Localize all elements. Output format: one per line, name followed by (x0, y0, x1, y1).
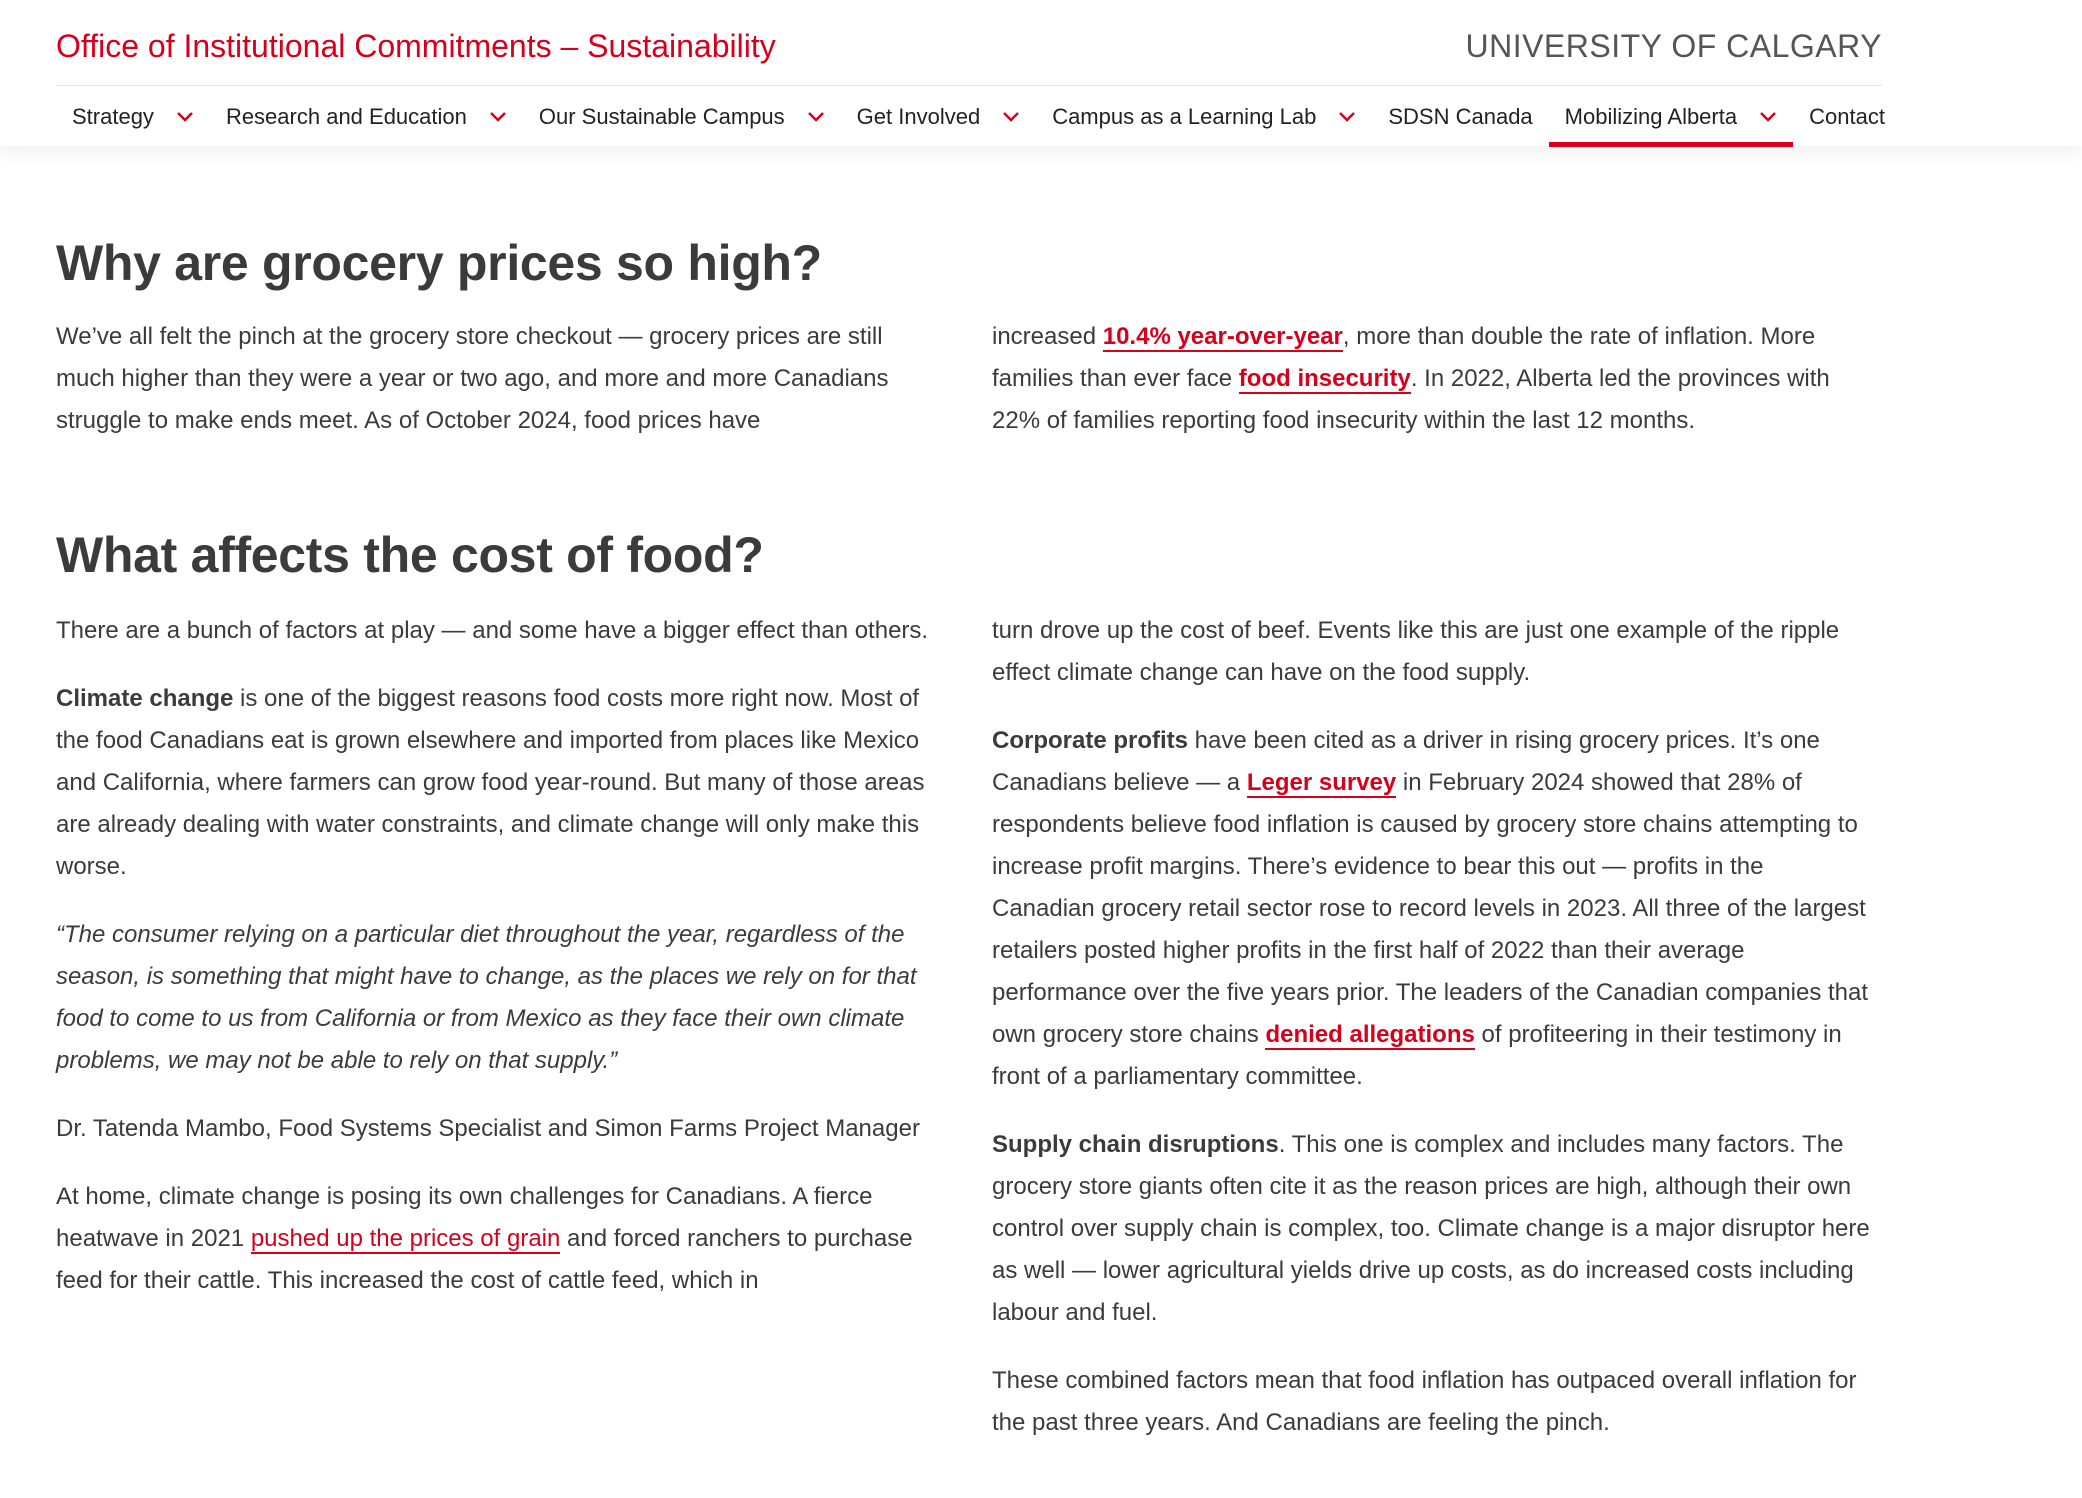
left-column (56, 316, 936, 442)
text: , more than double the rate of inflation. More families than ever face (992, 323, 1816, 392)
chevron-down-icon[interactable] (1002, 111, 1020, 123)
paragraph (56, 678, 936, 888)
nav-item-contact[interactable] (1793, 86, 1901, 147)
link-leger-survey[interactable]: Leger survey (1246, 769, 1397, 796)
nav-item-campus-as-a-learning-lab[interactable] (1036, 86, 1372, 147)
left-column (56, 610, 936, 1470)
nav-item-strategy[interactable] (56, 86, 210, 147)
nav-item-our-sustainable-campus[interactable] (523, 86, 841, 147)
chevron-down-icon[interactable] (1759, 111, 1777, 123)
text: is one of the biggest reasons food costs more right now. Most of the food Canadians eat is grown elsewhere and imported from places like Mexico and California, where farmers can grow food year-round. But many of those areas are already dealing with water constraints, and climate change will only make this worse. (56, 685, 925, 880)
paragraph: We’ve all felt the pinch at the grocery store checkout — grocery prices are still much higher than they were a year or two ago, and more and more Canadians struggle to make ends meet. As of October 2024, food prices have (56, 323, 889, 434)
text: . This one is complex and includes many factors. The grocery store giants often cite it as the reason prices are high, although their own control over supply chain is complex, too. Climate change is a major disruptor here as well — lower agricultural yields drive up costs, as do increased costs including labour and fuel. (992, 1131, 1870, 1326)
nav-item-get-involved[interactable] (841, 86, 1037, 147)
text: in February 2024 showed that 28% of respondents believe food inflation is caused by grocery store chains attempting to increase profit margins. There’s evidence to bear this out — profits in the Canadian grocery retail sector rose to record levels in 2023. All three of the largest retailers posted higher profits in the first half of 2022 than their average performance over the five years prior. The leaders of the Canadian companies that own grocery store chains (992, 769, 1869, 1048)
section-heading: What affects the cost of food? (56, 527, 764, 583)
paragraph: There are a bunch of factors at play — and some have a bigger effect than others. (56, 617, 929, 644)
nav-item-label: Get Involved (856, 103, 981, 129)
link-denied-allegations[interactable]: denied allegations (1265, 1021, 1475, 1048)
bold-lead: Corporate profits (992, 727, 1189, 754)
nav-item-label: Our Sustainable Campus (538, 103, 785, 129)
text: have been cited as a driver in rising grocery prices. It’s one Canadians believe — a (992, 727, 1820, 796)
bold-lead: Supply chain disruptions (992, 1131, 1279, 1158)
university-logo[interactable]: UNIVERSITY OF CALGARY (1465, 28, 1882, 64)
paragraph: These combined factors mean that food inflation has outpaced overall inflation for the past three years. And Canadians are feeling the pinch. (992, 1367, 1857, 1436)
paragraph (992, 720, 1872, 1098)
nav-item-label: SDSN Canada (1388, 103, 1533, 129)
nav-item-label: Mobilizing Alberta (1564, 103, 1738, 129)
nav-item-label: Research and Education (225, 103, 467, 129)
chevron-down-icon[interactable] (489, 111, 507, 123)
paragraph: turn drove up the cost of beef. Events like this are just one example of the ripple effect climate change can have on the food supply. (992, 617, 1840, 686)
quote (56, 914, 936, 1082)
two-column-text (56, 610, 1882, 1470)
link-year-over-year[interactable]: 10.4% year-over-year (1102, 323, 1343, 350)
text: and forced ranchers to purchase feed for their cattle. This increased the cost of cattle feed, which in (56, 1225, 913, 1294)
nav-item-label: Strategy (72, 103, 154, 129)
paragraph (992, 1124, 1872, 1334)
right-column (992, 316, 1872, 442)
chevron-down-icon[interactable] (176, 111, 194, 123)
section-cost-of-food (56, 442, 1882, 1470)
site-header (0, 0, 2082, 146)
chevron-down-icon[interactable] (1338, 111, 1356, 123)
link-prices-of-grain[interactable]: pushed up the prices of grain (250, 1225, 561, 1252)
unit-title-link[interactable]: Office of Institutional Commitments – Sustainability (56, 28, 776, 64)
right-column (992, 610, 1872, 1470)
paragraph (56, 1176, 936, 1302)
paragraph (992, 316, 1872, 442)
quote-text: “The consumer relying on a particular diet throughout the year, regardless of the season, is something that might have to change, as the places we rely on for that food to come to us from California or from Mexico as they face their own climate problems, we may not be able to rely on that supply.” (56, 921, 917, 1074)
main-nav (56, 85, 1885, 147)
text: of profiteering in their testimony in front of a parliamentary committee. (992, 1021, 1842, 1090)
attribution: Dr. Tatenda Mambo, Food Systems Specialist and Simon Farms Project Manager (56, 1115, 920, 1142)
section-grocery-prices (56, 146, 1882, 442)
text: increased (992, 323, 1103, 350)
bold-lead: Climate change (56, 685, 234, 712)
section-heading: Why are grocery prices so high? (56, 235, 822, 291)
nav-item-mobilizing-alberta[interactable] (1549, 86, 1793, 147)
text: At home, climate change is posing its own challenges for Canadians. A fierce heatwave in 2021 (56, 1183, 873, 1252)
nav-item-sdsn-canada[interactable] (1372, 86, 1548, 147)
nav-item-label: Campus as a Learning Lab (1052, 103, 1317, 129)
nav-item-research-and-education[interactable] (210, 86, 523, 147)
main-content (56, 146, 1882, 1470)
nav-item-label: Contact (1809, 103, 1885, 129)
chevron-down-icon[interactable] (807, 111, 825, 123)
two-column-text (56, 316, 1882, 442)
link-food-insecurity[interactable]: food insecurity (1238, 365, 1411, 392)
text: . In 2022, Alberta led the provinces with 22% of families reporting food insecurity within the last 12 months. (992, 365, 1830, 434)
